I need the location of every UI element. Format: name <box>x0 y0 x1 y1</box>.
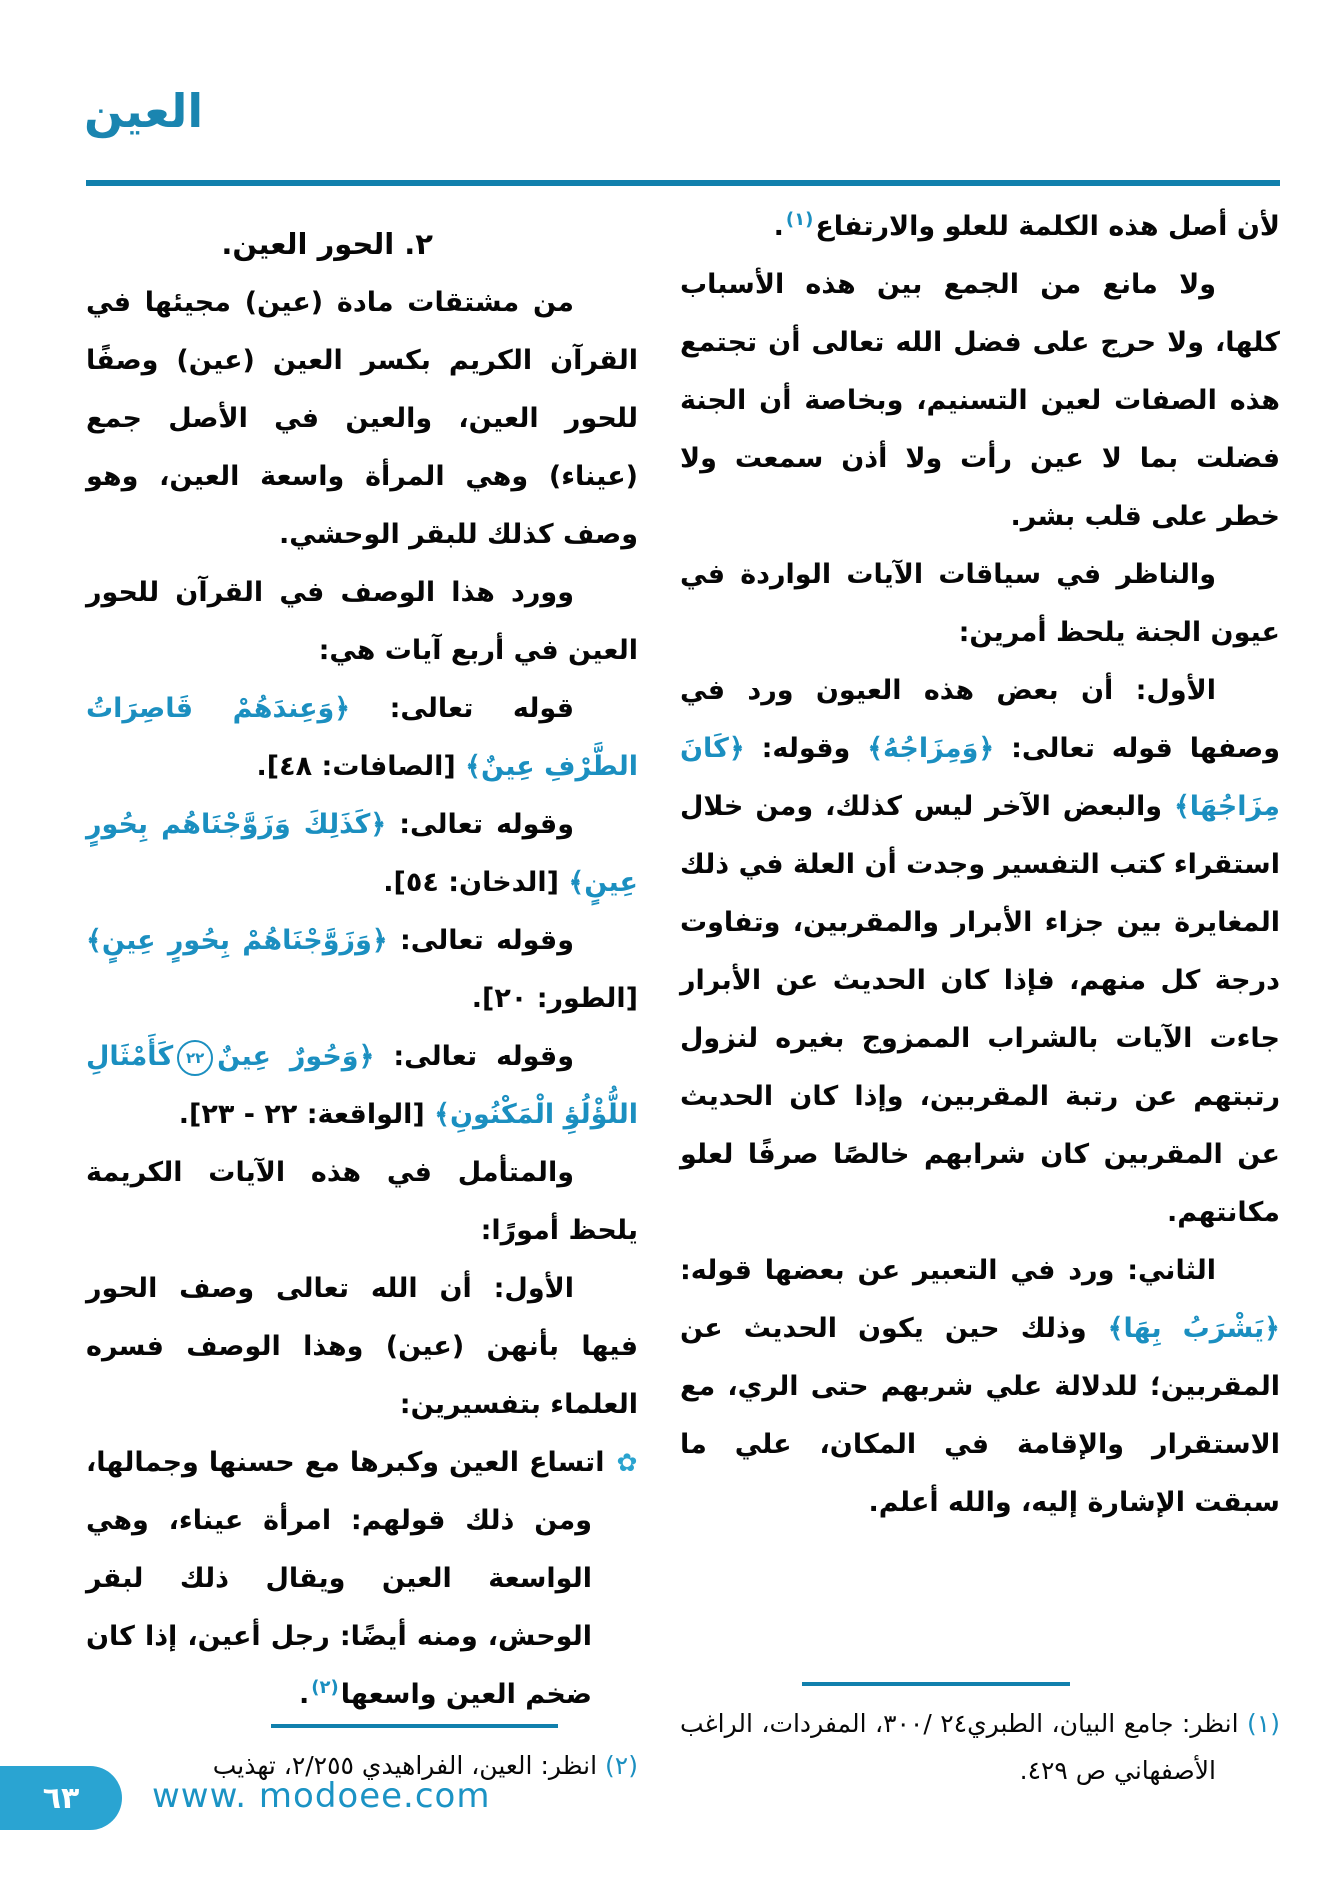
quran-verse: ﴿كَذَلِكَ وَزَوَّجْنَاهُم بِحُورٍ عِينٍ﴾ <box>86 809 638 898</box>
rosette-bullet-icon: ✿ <box>616 1448 638 1477</box>
header-rule <box>86 180 1280 186</box>
website-url: www. modoee.com <box>152 1776 491 1816</box>
footnote-separator <box>271 1724 558 1728</box>
running-head-title: العين <box>84 84 204 138</box>
body-text: وذلك حين يكون الحديث عن المقربين؛ للدلالة علي شربهم حتى الري، مع الاستقرار والإقامة في المكان، علي ما سبقت الإشارة إليه، والله أعلم. <box>680 1313 1280 1518</box>
quran-verse: ﴿وَحُورٌ عِينٌ <box>217 1041 375 1072</box>
page-number-tab <box>0 1766 122 1830</box>
body-text: الأول: أن بعض هذه العيون ورد في وصفها قوله تعالى: <box>680 675 1281 764</box>
footnote-number: (٢) <box>605 1751 638 1780</box>
bulleted-paragraph <box>86 1434 638 1724</box>
quran-verse: ﴿يَشْرَبُ بِهَا﴾ <box>1107 1313 1281 1344</box>
paragraph: والمتأمل في هذه الآيات الكريمة يلحظ أمورًا: <box>86 1157 638 1246</box>
footnote-1 <box>680 1700 1280 1794</box>
page-number: ٦٣ <box>42 1780 80 1816</box>
paragraph: والناظر في سياقات الآيات الواردة في عيون الجنة يلحظ أمرين: <box>680 559 1280 648</box>
quran-verse: ﴿وَعِندَهُمْ قَاصِرَاتُ الطَّرْفِ عِينٌ﴾ <box>86 693 638 782</box>
body-text: وقوله: <box>744 733 868 764</box>
footnote-marker-2: (٢) <box>311 1677 339 1698</box>
body-text: . <box>298 1679 310 1710</box>
left-column <box>86 198 638 1794</box>
body-text: لأن أصل هذه الكلمة للعلو والارتفاع <box>815 211 1280 242</box>
two-column-content <box>86 198 1280 1794</box>
right-column <box>680 198 1280 1794</box>
footnote-marker-1: (١) <box>785 209 814 230</box>
paragraph: الأول: أن الله تعالى وصف الحور فيها بأنهن (عين) وهذا الوصف فسره العلماء بتفسيرين: <box>86 1273 638 1420</box>
paragraph: من مشتقات مادة (عين) مجيئها في القرآن الكريم بكسر العين (عين) وصفًا للحور العين، والعين في الأصل جمع (عيناء) وهي المرأة واسعة العين، وهو وصف كذلك للبقر الوحشي. <box>86 287 638 550</box>
paragraph: ولا مانع من الجمع بين هذه الأسباب كلها، ولا حرج على فضل الله تعالى أن تجتمع هذه الصفات لعين التسنيم، وبخاصة أن الجنة فضلت بما لا عين رأت ولا أذن سمعت ولا خطر على قلب بشر. <box>680 269 1280 532</box>
paragraph <box>680 198 1280 256</box>
paragraph <box>680 662 1280 1242</box>
quran-verse: ﴿وَزَوَّجْنَاهُمْ بِحُورٍ عِينٍ﴾ <box>86 925 388 956</box>
verse-paragraph <box>86 1028 638 1144</box>
verse-paragraph <box>86 680 638 796</box>
ayah-number-badge <box>177 1040 213 1076</box>
verse-paragraph <box>86 912 638 1028</box>
verse-paragraph <box>86 796 638 912</box>
body-text: وقوله تعالى: <box>386 809 574 840</box>
footnotes-right <box>680 1682 1280 1794</box>
body-text: وقوله تعالى: <box>387 925 574 956</box>
body-text: وقوله تعالى: <box>374 1041 574 1072</box>
body-text: الثاني: ورد في التعبير عن بعضها قوله: <box>680 1255 1216 1286</box>
footnote-separator <box>802 1682 1070 1686</box>
ayah-number: ٢٢ <box>186 1048 205 1067</box>
quran-verse: كَأَمْثَالِ اللُّؤْلُؤِ الْمَكْنُونِ﴾ <box>86 1041 638 1130</box>
footnote-text: انظر: العين، الفراهيدي ٢/٢٥٥، تهذيب <box>212 1751 598 1780</box>
paragraph <box>680 1242 1280 1532</box>
footnote-number: (١) <box>1247 1709 1280 1738</box>
section-heading: ٢. الحور العين. <box>221 227 433 261</box>
quran-verse: ﴿كَانَ مِزَاجُهَا﴾ <box>680 733 1280 822</box>
paragraph: وورد هذا الوصف في القرآن للحور العين في أربع آيات هي: <box>86 577 638 666</box>
footnote-text: انظر: جامع البيان، الطبري٢٤ /٣٠٠، المفردات، الراغب الأصفهاني ص ٤٢٩. <box>680 1709 1239 1785</box>
verse-reference: [الطور: ٢٠]. <box>471 983 638 1014</box>
body-text: والبعض الآخر ليس كذلك، ومن خلال استقراء كتب التفسير وجدت أن العلة في ذلك المغايرة بين جزاء الأبرار والمقربين، وتفاوت درجة كل منهم، فإذا كان الحديث عن الأبرار جاءت الآيات بالشراب الممزوج بغيره لنزول رتبتهم عن رتبة المقربين، وإذا كان الحديث عن المقربين كان شرابهم خالصًا صرفًا لعلو مكانتهم. <box>680 791 1280 1228</box>
verse-reference: [الدخان: ٥٤]. <box>383 867 569 898</box>
body-text: اتساع العين وكبرها مع حسنها وجمالها، ومن ذلك قولهم: امرأة عيناء، وهي الواسعة العين ويقال ذلك لبقر الوحش، ومنه أيضًا: رجل أعين، إذا كان ضخم العين واسعها <box>86 1447 605 1710</box>
verse-reference: [الصافات: ٤٨]. <box>256 751 466 782</box>
body-text: قوله تعالى: <box>350 693 574 724</box>
body-text: . <box>773 211 784 242</box>
verse-reference: [الواقعة: ٢٢ - ٢٣]. <box>178 1099 435 1130</box>
quran-verse: ﴿وَمِزَاجُهُ﴾ <box>867 733 995 764</box>
